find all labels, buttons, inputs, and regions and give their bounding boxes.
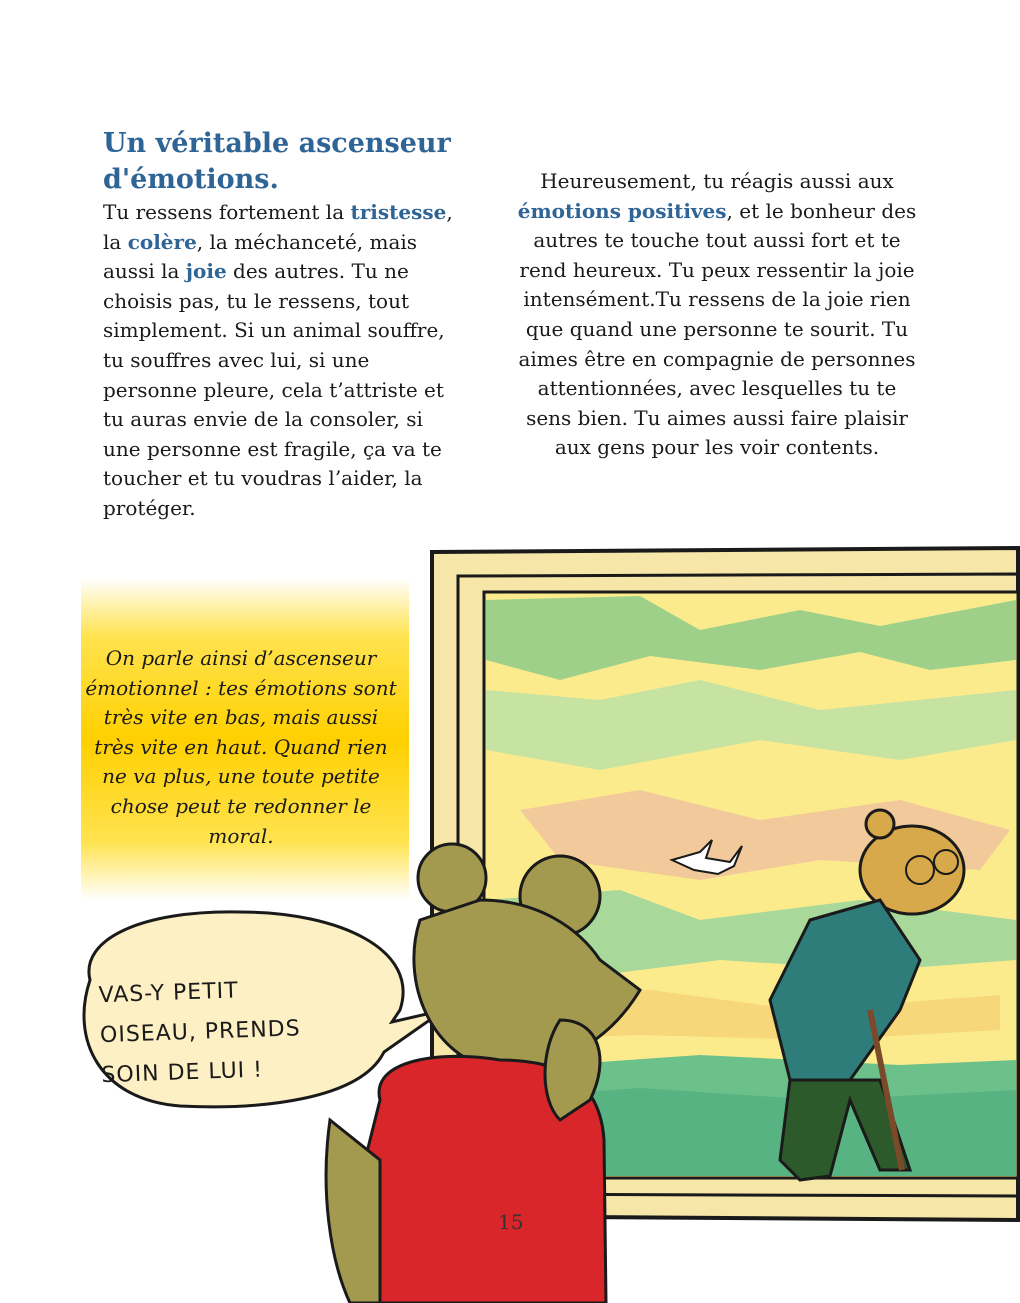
speech-bubble-text: VAS-Y PETIT OISEAU, PRENDS SOIN DE LUI ! <box>98 978 301 1089</box>
left-paragraph: Tu ressens fortement la tristesse, la colère, la méchanceté, mais aussi la joie des autres. Tu ne choisis pas, tu le ressens, tout simplement. Si un animal souffre, tu souffres avec lui, si une personne pleure, cela t’attriste et tu auras envie de la consoler, si une personne est fragile, ça va te toucher et tu voudras l’aider, la protéger. <box>103 200 453 520</box>
page-number: 15 <box>498 1210 524 1234</box>
keyword-joy: joie <box>185 259 227 284</box>
keyword-sadness: tristesse <box>350 200 447 224</box>
section-title: Un véritable ascenseur d'émotions. <box>103 128 451 195</box>
right-paragraph: Heureusement, tu réagis aussi aux émotions positives, et le bonheur des autres te touche tout aussi fort et te rend heureux. Tu peux ressentir la joie intensément.Tu ressens de la joie rien que quand une personne te sourit. Tu aimes être en compagnie de personnes attentionnées, avec lesquelles tu te sens bien. Tu aimes aussi faire plaisir aux gens pour les voir contents. <box>517 169 917 460</box>
keyword-anger: colère <box>127 229 197 254</box>
young-mouse <box>326 844 640 1303</box>
keyword-positive-emotions: émotions positives <box>517 198 727 223</box>
callout-text: On parle ainsi d’ascenseur émotionnel : tes émotions sont très vite en bas, mais aussi très vite en haut. Quand rien ne va plus, une toute petite chose peut te redonner le moral. <box>85 646 397 848</box>
illustration <box>0 540 1020 1303</box>
